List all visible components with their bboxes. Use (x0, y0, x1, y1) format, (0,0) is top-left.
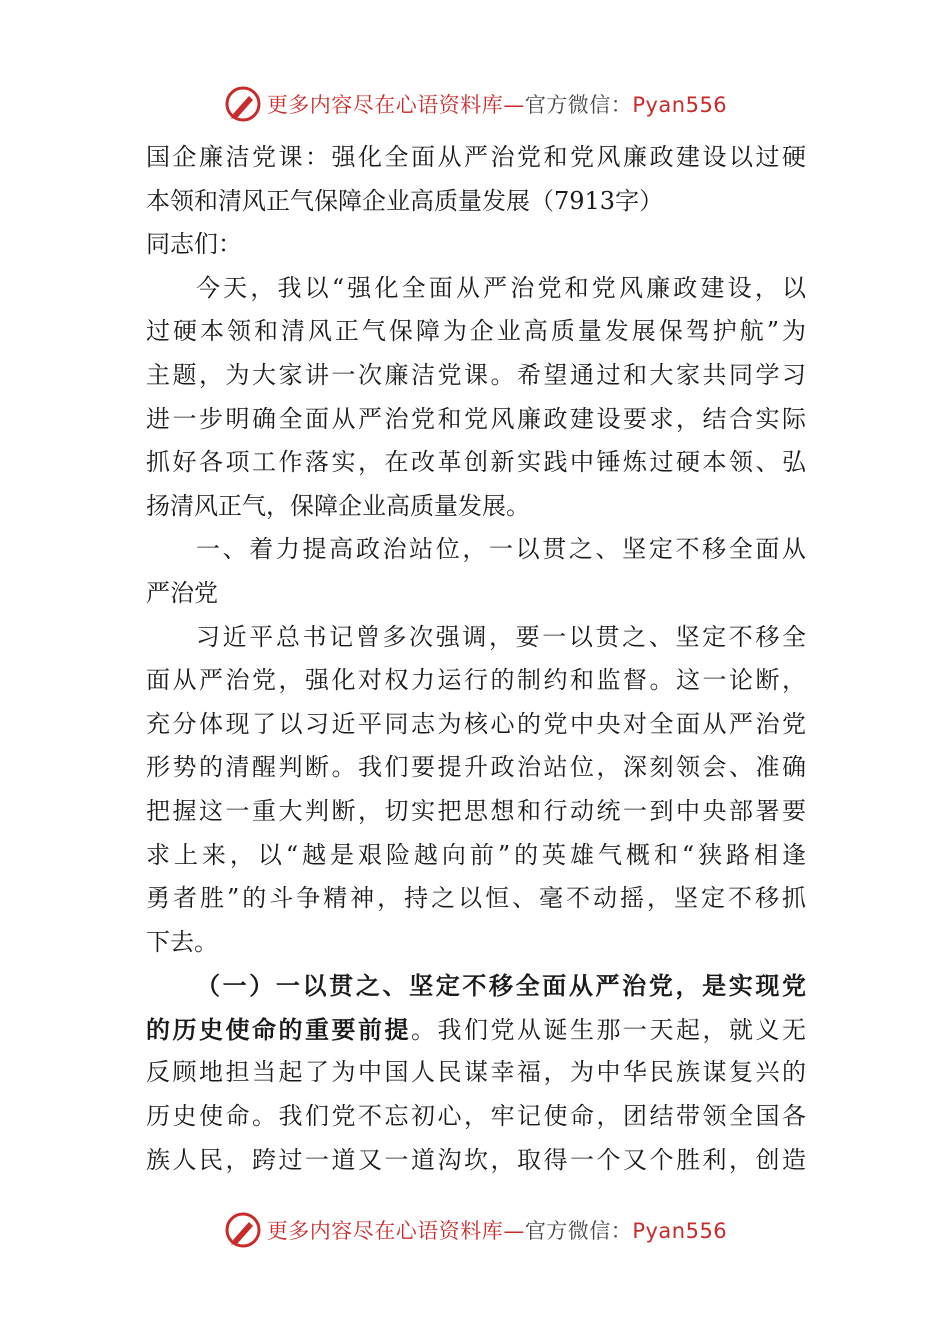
document-line: 国企廉洁党课：强化全面从严治党和党风廉政建设以过硬 (146, 143, 806, 171)
watermark-text (267, 1215, 727, 1245)
document-line: 勇者胜”的斗争精神，持之以恒、毫不动摇，坚定不移抓 (146, 884, 806, 913)
document-line: 本领和清风正气保障企业高质量发展（7913字） (146, 186, 664, 215)
document-line: 族人民，跨过一道又一道沟坎，取得一个又个胜利，创造 (146, 1145, 806, 1174)
document-line: 抓好各项工作落实，在改革创新实践中锤炼过硬本领、弘 (146, 448, 806, 477)
document-line (146, 1008, 806, 1052)
pen-logo-icon (223, 1210, 263, 1250)
document-line: 同志们： (146, 230, 242, 259)
watermark-brand: 更多内容尽在心语资料库 (266, 93, 504, 117)
document-line: 扬清风正气，保障企业高质量发展。 (146, 491, 530, 520)
document-line: 严治党 (146, 578, 218, 607)
document-line: 过硬本领和清风正气保障为企业高质量发展保驾护航”为 (146, 317, 806, 346)
document-body (146, 136, 806, 1182)
watermark-wechat-label: 官方微信： (524, 1219, 633, 1243)
watermark-banner-top (0, 82, 950, 126)
document-line: 主题，为大家讲一次廉洁党课。希望通过和大家共同学习 (146, 360, 806, 389)
document-line: 进一步明确全面从严治党和党风廉政建设要求，结合实际 (146, 404, 806, 433)
document-line: 习近平总书记曾多次强调，要一以贯之、坚定不移全 (196, 622, 806, 651)
document-line: （一）一以贯之、坚定不移全面从严治党，是实现党 (196, 971, 806, 1001)
watermark-banner-bottom (0, 1208, 950, 1252)
watermark-brand: 更多内容尽在心语资料库 (266, 1219, 504, 1243)
document-line: 一、着力提高政治站位，一以贯之、坚定不移全面从 (196, 535, 806, 564)
document-line: 面从严治党，强化对权力运行的制约和监督。这一论断， (146, 666, 806, 695)
text-run: 。我们党从诞生那一天起，就义无 (411, 1015, 806, 1044)
bold-run: 的历史使命的重要前提 (146, 1014, 411, 1044)
watermark-wechat-label: 官方微信： (524, 93, 633, 117)
document-line: 求上来，以“越是艰险越向前”的英雄气概和“狭路相逢 (146, 840, 806, 869)
document-line: 下去。 (146, 927, 218, 956)
watermark-account: Pyan556 (632, 1219, 728, 1243)
watermark-account: Pyan556 (632, 93, 728, 117)
document-line: 形势的清醒判断。我们要提升政治站位，深刻领会、准确 (146, 753, 806, 782)
pen-logo-icon (223, 84, 263, 124)
watermark-text (267, 89, 727, 119)
document-line: 反顾地担当起了为中国人民谋幸福，为中华民族谋复兴的 (146, 1058, 806, 1087)
document-line: 充分体现了以习近平同志为核心的党中央对全面从严治党 (146, 709, 806, 738)
document-line: 把握这一重大判断，切实把思想和行动统一到中央部署要 (146, 796, 806, 825)
watermark-dash: — (503, 1219, 525, 1243)
document-line: 今天，我以“强化全面从严治党和党风廉政建设，以 (196, 273, 806, 302)
document-line: 历史使命。我们党不忘初心，牢记使命，团结带领全国各 (146, 1102, 806, 1131)
watermark-dash: — (503, 93, 525, 117)
